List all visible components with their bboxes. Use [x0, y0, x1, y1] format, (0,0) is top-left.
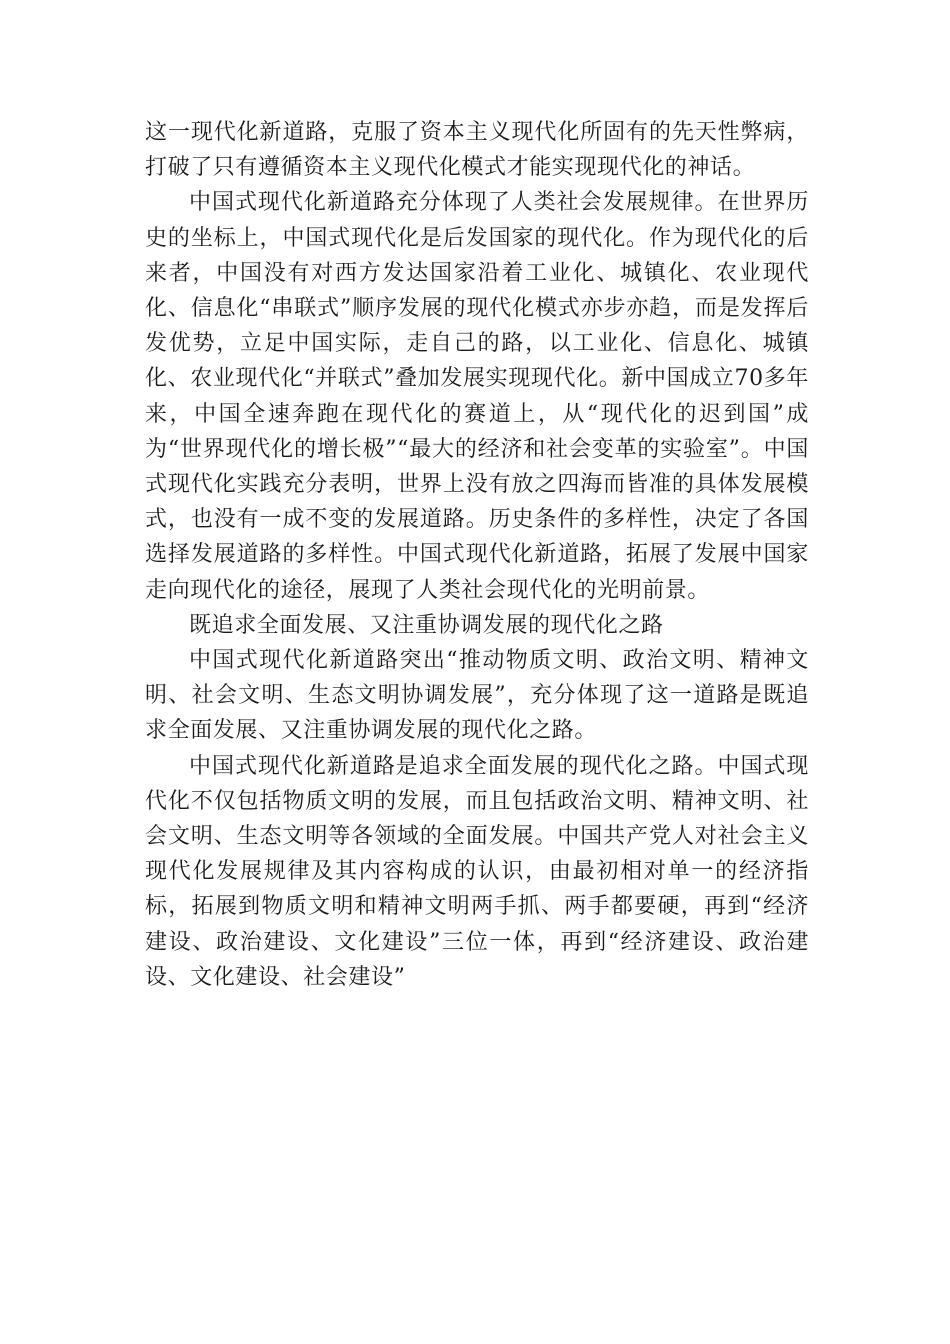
paragraph-2: 中国式现代化新道路充分体现了人类社会发展规律。在世界历史的坐标上，中国式现代化是后发国家的现代化。作为现代化的后来者，中国没有对西方发达国家沿着工业化、城镇化、农业现代化、信息化“串联式”顺序发展的现代化模式亦步亦趋，而是发挥后发优势，立足中国实际，走自己的路，以工业化、信息化、城镇化、农业现代化“并联式”叠加发展实现现代化。新中国成立70多年来，中国全速奔跑在现代化的赛道上，从“现代化的迟到国”成为“世界现代化的增长极”“最大的经济和社会变革的实验室”。中国式现代化实践充分表明，世界上没有放之四海而皆准的具体发展模式，也没有一成不变的发展道路。历史条件的多样性，决定了各国选择发展道路的多样性。中国式现代化新道路，拓展了发展中国家走向现代化的途径，展现了人类社会现代化的光明前景。	[145, 190, 809, 603]
paragraph-4: 中国式现代化新道路是追求全面发展的现代化之路。中国式现代化不仅包括物质文明的发展，而且包括政治文明、精神文明、社会文明、生态文明等各领域的全面发展。中国共产党人对社会主义现代化发展规律及其内容构成的认识，由最初相对单一的经济指标，拓展到物质文明和精神文明两手抓、两手都要硬，再到“经济建设、政治建设、文化建设”三位一体，再到“经济建设、政治建设、文化建设、社会建设”	[145, 753, 809, 990]
paragraph-1: 这一现代化新道路，克服了资本主义现代化所固有的先天性弊病，打破了只有遵循资本主义现代化模式才能实现现代化的神话。	[145, 120, 809, 181]
section-heading: 既追求全面发展、又注重协调发展的现代化之路	[189, 612, 664, 638]
document-page	[145, 115, 809, 995]
paragraph-3: 中国式现代化新道路突出“推动物质文明、政治文明、精神文明、社会文明、生态文明协调发展”，充分体现了这一道路是既追求全面发展、又注重协调发展的现代化之路。	[145, 648, 809, 744]
